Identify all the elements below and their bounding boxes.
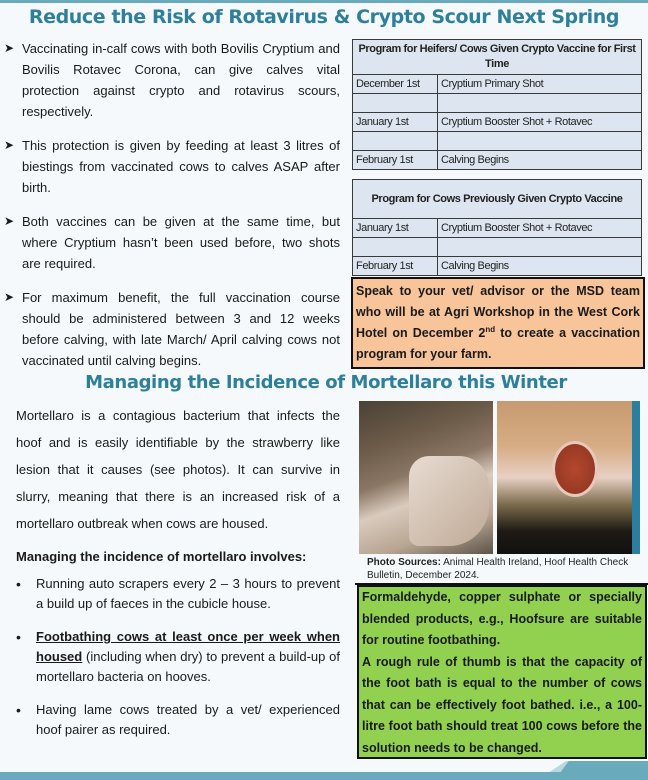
list-item: • Having lame cows treated by a vet/ experienced hoof pairer as required.	[16, 700, 340, 740]
list-item: ➤ This protection is given by feeding at least 3 litres of biestings from vaccinated cows to calves ASAP after birth.	[4, 135, 340, 198]
table-row: January 1st Cryptium Booster Shot + Rotavec	[353, 219, 642, 238]
table-header: Program for Heifers/ Cows Given Crypto Vaccine for First Time	[353, 40, 642, 75]
table-row: December 1st Cryptium Primary Shot	[353, 75, 642, 94]
mortellaro-subheading: Managing the incidence of mortellaro involves:	[16, 549, 307, 564]
table-row	[353, 132, 642, 151]
mortellaro-bullet-list	[16, 574, 340, 753]
previous-program-table	[352, 179, 642, 276]
table-row: January 1st Cryptium Booster Shot + Rotavec	[353, 113, 642, 132]
hoof-photo-lesion	[497, 401, 640, 554]
lesion-shape	[552, 441, 598, 497]
dot-bullet-icon: •	[16, 576, 21, 592]
table-row	[353, 94, 642, 113]
hoof-photo-side	[359, 401, 493, 554]
list-item: • Running auto scrapers every 2 – 3 hours to prevent a build up of faeces in the cubicle house.	[16, 574, 340, 614]
dot-bullet-icon: •	[16, 702, 21, 718]
table-row: February 1st Calving Begins	[353, 257, 642, 276]
hoof-shape	[409, 456, 489, 546]
mortellaro-intro: Mortellaro is a contagious bacterium that infects the hoof and is easily identifiable by the strawberry like lesion that it causes (see photos). It can survive in slurry, meaning that there is an increased risk of a mortellaro outbreak when cows are housed.	[16, 408, 340, 531]
arrow-bullet-icon: ➤	[4, 290, 15, 304]
section2-title: Managing the Incidence of Mortellaro this Winter	[85, 372, 567, 393]
workshop-callout: Speak to your vet/ advisor or the MSD team who will be at Agri Workshop in the West Cork Hotel on December 2nd to create a vaccination program for your farm.	[351, 277, 645, 369]
list-item: • Footbathing cows at least once per week when housed (including when dry) to prevent a build-up of mortellaro bacteria on hooves.	[16, 627, 340, 687]
table-header: Program for Cows Previously Given Crypto Vaccine	[353, 180, 642, 219]
arrow-bullet-icon: ➤	[4, 138, 15, 152]
footer-band	[0, 772, 648, 780]
list-item: ➤ Both vaccines can be given at the same time, but where Cryptium hasn’t been used before, two shots are required.	[4, 211, 340, 274]
footbath-callout: Formaldehyde, copper sulphate or specially blended products, e.g., Hoofsure are suitable for routine footbathing. A rough rule of thumb is that the capacity of the foot bath is equal to the number of cows that can be effectively foot bathed. i.e., a 100-litre foot bath should treat 100 cows before the solution needs to be changed.	[357, 585, 647, 759]
rotavirus-bullet-list	[4, 38, 340, 384]
arrow-bullet-icon: ➤	[4, 214, 15, 228]
list-item: ➤ Vaccinating in-calf cows with both Bovilis Cryptium and Bovilis Rotavec Corona, can give calves vital protection against crypto and rotavirus scours, respectively.	[4, 38, 340, 122]
table-row	[353, 238, 642, 257]
dot-bullet-icon: •	[16, 629, 21, 645]
photo-background-edge	[632, 401, 640, 554]
arrow-bullet-icon: ➤	[4, 41, 15, 55]
photo-caption: Photo Sources: Animal Health Ireland, Hoof Health Check Bulletin, December 2024.	[367, 557, 629, 581]
section1-title: Reduce the Risk of Rotavirus & Crypto Scour Next Spring	[28, 6, 620, 28]
top-rule	[0, 0, 648, 3]
table-row: February 1st Calving Begins	[353, 151, 642, 170]
first-time-program-table	[352, 39, 642, 170]
list-item: ➤ For maximum benefit, the full vaccination course should be administered between 3 and 12 weeks before calving, with late March/ April calving cows not vaccinated until calving begins.	[4, 287, 340, 371]
